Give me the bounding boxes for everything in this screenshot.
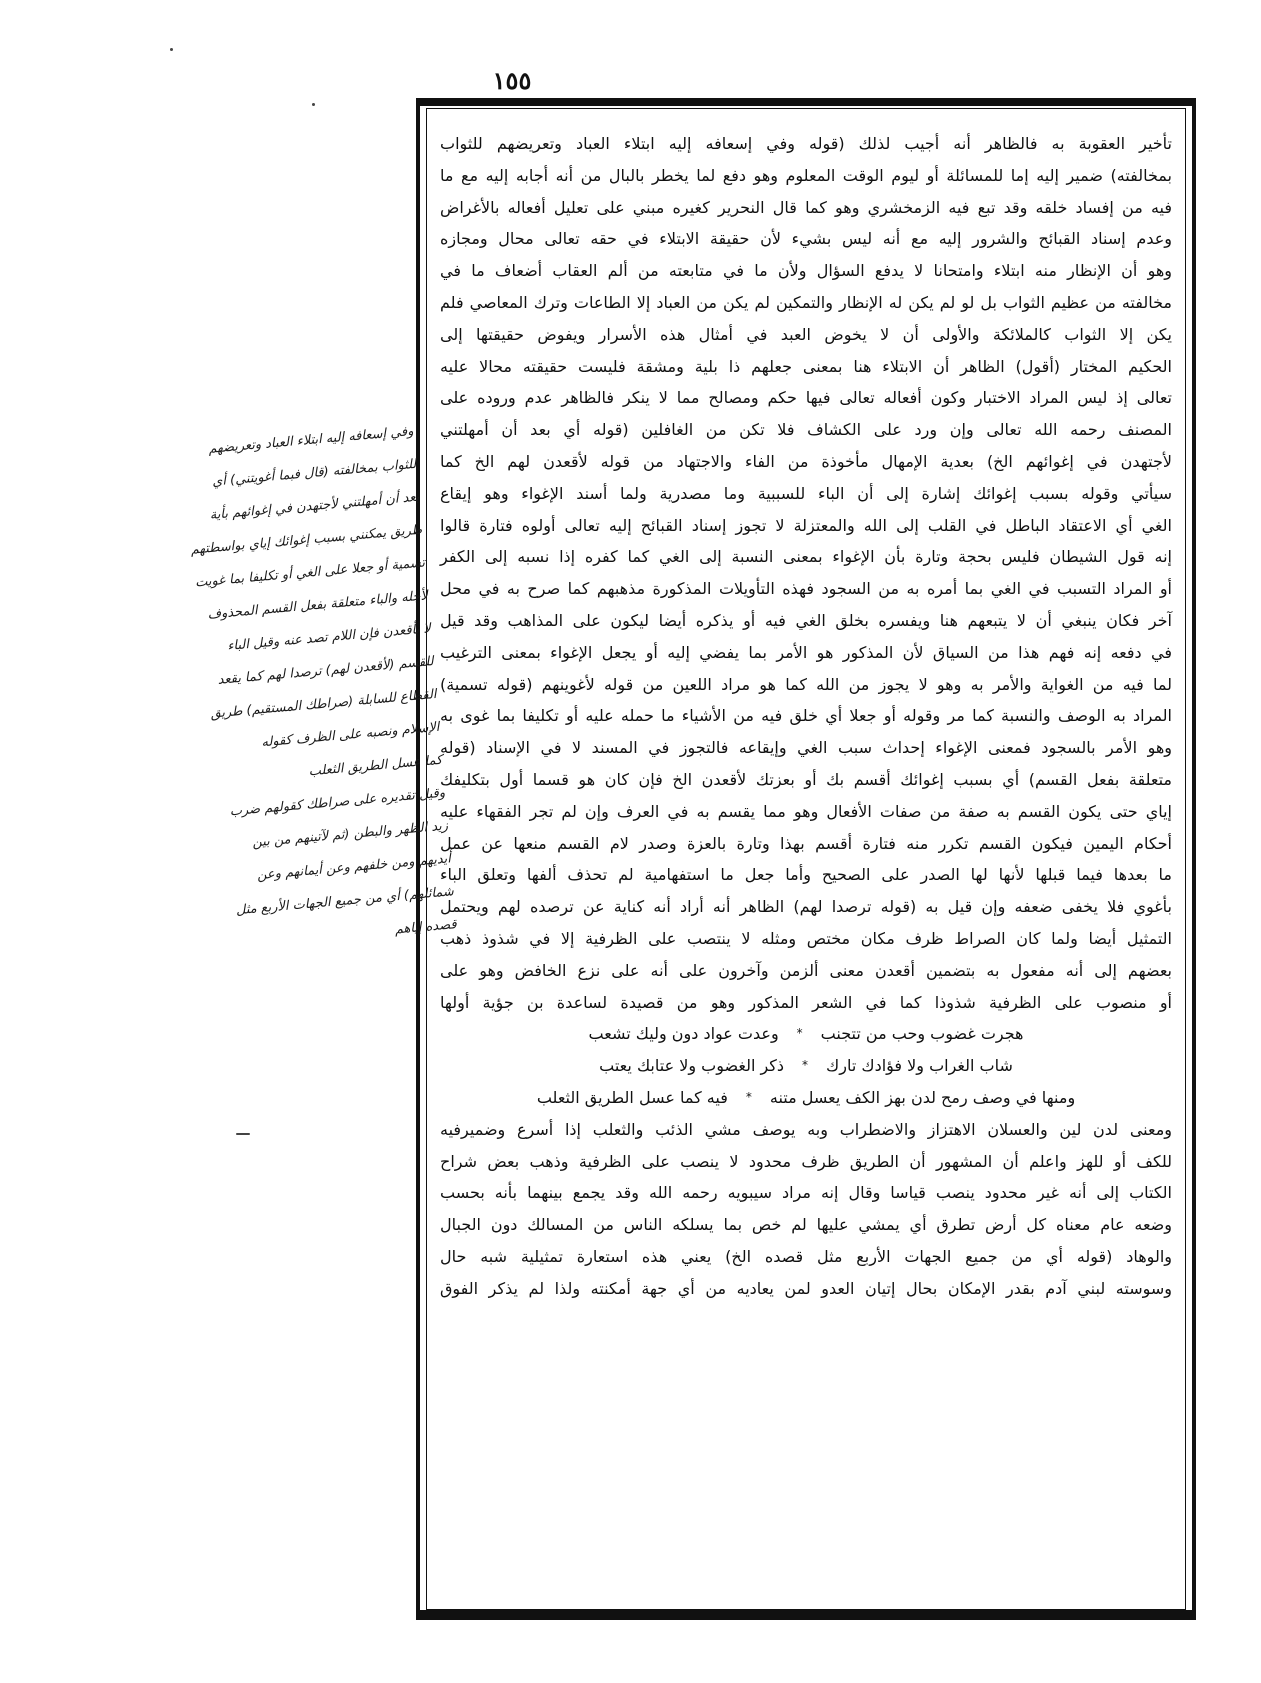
margin-note-line: لأجله والباء متعلقة بفعل القسم المحذوف [206, 588, 429, 623]
margin-note-line: قصده إياهم [394, 917, 458, 938]
verse-first-hemistich: شاب الغراب ولا فؤادك تارك [826, 1056, 1013, 1076]
verse-first-hemistich: ومنها في وصف رمح لدن بهز الكف يعسل متنه [769, 1087, 1076, 1107]
verse-separator: * [802, 1058, 809, 1073]
text-line: بمخالفته) ضمير إليه إما للمسائلة أو ليوم الوقت المعلوم وهو دفع لما يخطر بالبال من أنه أجابه إليه مع ما [440, 165, 1172, 185]
text-line: إياي حتى يكون القسم به صفة من صفات الأفعال وهو مما يقسم به في العرف وإن لم تجر الفقهاء عليه [440, 801, 1172, 821]
margin-note-line: لا بأقعدن فإن اللام تصد عنه وقيل الباء [226, 621, 432, 654]
text-line: متعلقة بفعل القسم) أي بسبب إغوائك أقسم بك أو بعزتك لأقعدن الخ فإن كان هو قسما أول بتكليفك [440, 769, 1172, 789]
text-line: التمثيل أيضا ولما كان الصراط ظرف مكان مختص ومثله لا ينتصب على الظرفية إلا في شذوذ ذهب [440, 928, 1172, 948]
text-line: المراد به الوصف والنسبة كما مر وقوله أو جعلا أي خلق فيه من الأشياء ما حمله عليه أو تكليفا بما غوى به [440, 706, 1172, 726]
text-line: وهو أن الإنظار منه ابتلاء وامتحانا لا يدفع السؤال ولأن ما في متابعته من ألم العقاب أضعاف ما في [440, 261, 1172, 281]
main-text-block [440, 128, 1172, 1598]
text-line: يكن إلا الثواب كالملائكة والأولى أن لا يخوض العبد في أمثال هذه الأسرار ويفوض حقيقتها إلى [440, 324, 1172, 344]
ink-speck [236, 1133, 250, 1135]
margin-note-line: الإسلام ونصبه على الظرف كقوله [260, 719, 440, 751]
margin-note-line: وفي إسعافه إليه ابتلاء العباد وتعريضهم [207, 423, 415, 457]
text-line: أو المراد التسبب في الغي بما أمره به من السجود فهذه التأويلات المذكورة مذهبهم كما صرح به في محل [440, 579, 1172, 599]
text-line: وعدم إسناد القبائح والشرور إليه مع أنه ليس بشيء لأن حقيقة الابتلاء في حقه تعالى محال ومجازه [440, 229, 1172, 249]
verse-second-hemistich: وعدت عواد دون وليك تشعب [588, 1024, 779, 1044]
text-line: إنه قول الشيطان فليس بحجة وتارة بأن الإغواء بمعنى النسبة إلى الغي كما كفره إذا نسبه إلى الكفر [440, 547, 1172, 567]
margin-note-line: القطاع للسابلة (صراطك المستقيم) طريق [209, 686, 438, 722]
verse-separator: * [796, 1026, 803, 1041]
margin-note-line: أيديهم ومن خلفهم وعن أيمانهم وعن [256, 851, 452, 884]
margin-note-line: كما عسل الطريق الثعلب [308, 752, 443, 780]
text-line: تعالى إذ ليس المراد الاختبار وكون أفعاله تعالى فيها حكم ومصالح مما لا ينكر فالظاهر عدم وروده على [440, 388, 1172, 408]
text-line: مخالفته من عظيم الثواب بل لو لم يكن له الإنظار والتمكين لم يكن من العباد إلا الطاعات وترك المعاصي فلم [440, 292, 1172, 312]
text-line: للكف أو للهز واعلم أن المشهور أن الطريق ظرف محدود لا ينصب على الظرفية وذهب بعض شراح [440, 1151, 1172, 1171]
margin-note-line: تسمية أو جعلا على الغي أو تكليفا بما غويت [194, 555, 426, 591]
text-line: أحكام اليمين فيكون القسم تكرر منه فتارة أقسم بهذا وتارة بالعزة وصدر لام القسم منعها عن عمل [440, 833, 1172, 853]
text-line: لأجتهدن في إغوائهم الخ) بعدية الإمهال مأخوذة من الفاء والاجتهاد من قوله لأقعدن لهم الخ كما [440, 451, 1172, 471]
text-line: آخر فكان ينبغي أن لا يتبعهم هنا ويفسره بخلق الغي فيه أو يذكره أيضا ليكون على المذاهب وقد قيل [440, 610, 1172, 630]
verse-line [440, 1050, 1172, 1082]
verse-second-hemistich: فيه كما عسل الطريق الثعلب [536, 1087, 728, 1107]
margin-note-line: وقيل تقديره على صراطك كقولهم ضرب [229, 785, 446, 820]
ink-speck [312, 103, 315, 106]
text-line: تأخير العقوبة به فالظاهر أنه أجيب لذلك (قوله وفي إسعافه إليه ابتلاء العباد وتعريضهم للثواب [440, 134, 1172, 153]
text-line: ومعنى لدن لين والعسلان الاهتزاز والاضطراب وبه يوصف مشي الذئب والثعلب إذا أسرع وضميرفيه [440, 1119, 1172, 1139]
verse-first-hemistich: هجرت غضوب وحب من تتجنب [820, 1024, 1024, 1044]
frame-bottom-bar [416, 1610, 1196, 1620]
text-line: ما بعدها فيما قبلها لأنها لها الصدر على الصحيح وأما جعل ما استفهامية لم تحذف ألفها وتعلق الباء [440, 865, 1172, 885]
margin-note-line: شمائلهم) أي من جميع الجهات الأربع مثل [235, 884, 455, 919]
text-line: لما فيه من الغواية والأمر به وهو لا يجوز من الله كما هو مراد اللعين من قوله لأغوينهم (قوله تسمية) [440, 674, 1172, 694]
text-line: وضعه عام معناه كل أرض تطرق أي يمشي عليها لم خص بما يسلكه الناس من المسالك دون الجبال [440, 1215, 1172, 1235]
text-line: في دفعه إنه فهم هذا من السياق لأن المذكور هو الأمر بما يفضي إليه أو يجعل الإغواء بمعنى الترغيب [440, 642, 1172, 662]
margin-note-line: بعد أن أمهلتني لأجتهدن في إغوائهم بأية [209, 489, 420, 523]
text-line: فيه من إفساد خلقه وقد تبع فيه الزمخشري وهو كما قال النحرير كغيره مبني على تعليل أفعاله بالأغراض [440, 197, 1172, 217]
poetry-verses [440, 1018, 1172, 1113]
text-line: والوهاد (قوله أي من جميع الجهات الأربع مثل قصده الخ) يعني هذه استعارة تمثيلية شبه حال [440, 1246, 1172, 1266]
text-line: أو منصوب على الظرفية شذوذا كما في الشعر المذكور وهو من قصيدة لساعدة بن جؤية أولها [440, 992, 1172, 1012]
verse-line [440, 1082, 1172, 1114]
text-line: بأغوي فلا يخفى ضعفه وإن قيل به (قوله ترصدا لهم) الظاهر أنه أراد أنه كناية عن ترصده لهم ويحتمل [440, 897, 1172, 917]
verse-second-hemistich: ذكر الغضوب ولا عتابك يعتب [599, 1056, 785, 1076]
verse-separator: * [745, 1089, 752, 1104]
frame-top-bar [416, 98, 1196, 106]
margin-note-line: للثواب بمخالفته (قال فبما أغويتني) أي [211, 456, 417, 490]
verse-line [440, 1018, 1172, 1050]
margin-note-line: للقسم (لأقعدن لهم) ترصدا لهم كما يقعد [217, 654, 435, 688]
margin-note-line: زيد الظهر والبطن (ثم لآتينهم من بين [251, 818, 449, 851]
text-line: الكتاب إلى أنه غير محدود ينصب قياسا وقال إنه مراد سيبويه رحمه الله وقد يجمع بينهما بأنه بحسب [440, 1183, 1172, 1203]
margin-note-line: طريق يمكنني بسبب إغوائك إياي بواسطتهم [189, 522, 423, 558]
page-number: ١٥٥ [492, 66, 532, 95]
text-line: المصنف رحمه الله تعالى وإن ورد على الكشاف فلا تكن من الغافلين (قوله أي بعد أن أمهلتني [440, 420, 1172, 440]
ink-speck [170, 48, 173, 51]
text-line: الغي أي الاعتقاد الباطل في القلب إلى الله والمعتزلة لا تجوز إسناد القبائح إليه تعالى أولوه فتارة قالوا [440, 515, 1172, 535]
text-line: بعضهم إلى أنه مفعول به بتضمين أقعدن معنى ألزمن وآخرون على أنه على نزع الخافض وهو على [440, 960, 1172, 980]
text-line: الحكيم المختار (أقول) الظاهر أن الابتلاء هنا بمعنى جعلهم ذا بلية ومشقة فليست حقيقته محالا عليه [440, 356, 1172, 376]
text-line: وهو الأمر بالسجود فمعنى الإغواء إحداث سبب الغي وإيقاعه فالتجوز في المسند لا في الإسناد (قوله [440, 738, 1172, 758]
text-line: وسوسته لبني آدم بقدر الإمكان بحال إتيان العدو لمن يعاديه من أي جهة أمكنته ولذا لم يذكر الفوق [440, 1278, 1172, 1298]
text-line: سيأتي وقوله بسبب إغوائك إشارة إلى أن الباء للسببية وما مصدرية ولما أسند الإغواء وهو إيقاع [440, 483, 1172, 503]
